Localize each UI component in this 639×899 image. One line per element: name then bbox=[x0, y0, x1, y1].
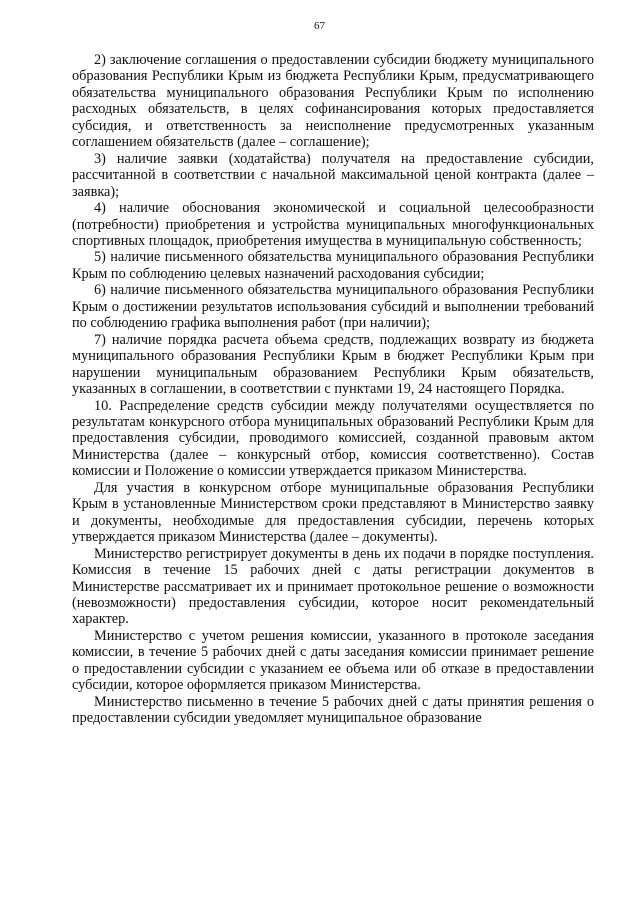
paragraph-item-6: 6) наличие письменного обязательства муниципального образования Республики Крым о достижении результатов использования субсидий и выполнении требований по соблюдению графика выполнения работ (при наличии); bbox=[72, 282, 594, 332]
paragraph-item-3: 3) наличие заявки (ходатайства) получателя на предоставление субсидии, рассчитанной в соответствии с начальной максимальной ценой контракта (далее – заявка); bbox=[72, 150, 594, 200]
paragraph-registration: Министерство регистрирует документы в день их подачи в порядке поступления. Комиссия в течение 15 рабочих дней с даты регистрации документов в Министерстве рассматривает их и принимает протокольное решение о возможности (невозможности) предоставления субсидии, которое носит рекомендательный характер. bbox=[72, 545, 594, 628]
paragraph-notification: Министерство письменно в течение 5 рабочих дней с даты принятия решения о предоставлении субсидии уведомляет муниципальное образование bbox=[72, 693, 594, 727]
paragraph-item-5: 5) наличие письменного обязательства муниципального образования Республики Крым по соблюдению целевых назначений расходования субсидии; bbox=[72, 249, 594, 282]
document-body bbox=[72, 52, 594, 727]
paragraph-decision: Министерство с учетом решения комиссии, указанного в протоколе заседания комиссии, в течение 5 рабочих дней с даты заседания комиссии принимает решение о предоставлении субсидии с указанием ее объема или об отказе в предоставлении субсидии, которое оформляется приказом Министерства. bbox=[72, 627, 594, 694]
paragraph-point-10: 10. Распределение средств субсидии между получателями осуществляется по результатам конкурсного отбора муниципальных образований Республики Крым для предоставления субсидии, проводимого комиссией, созданной правовым актом Министерства (далее – конкурсный отбор, комиссия соответственно). Состав комиссии и Положение о комиссии утверждается приказом Министерства. bbox=[72, 397, 594, 480]
paragraph-item-7: 7) наличие порядка расчета объема средств, подлежащих возврату из бюджета муниципального образования Республики Крым в бюджет Республики Крым при нарушении муниципальным образованием Республики Крым обязательств, указанных в соглашении, в соответствии с пунктами 19, 24 настоящего Порядка. bbox=[72, 331, 594, 398]
page-number: 67 bbox=[314, 20, 325, 32]
paragraph-item-4: 4) наличие обоснования экономической и социальной целесообразности (потребности) приобретения и устройства муниципальных многофункциональных спортивных площадок, приобретения имущества в муниципальную собственность; bbox=[72, 200, 594, 249]
paragraph-item-2: 2) заключение соглашения о предоставлении субсидии бюджету муниципального образования Республики Крым из бюджета Республики Крым, предусматривающего обязательства муниципального образования Республики Крым по исполнению расходных обязательств, в целях софинансирования которых предоставляется субсидия, и ответственность за неисполнение предусмотренных указанным соглашением обязательств (далее – соглашение); bbox=[72, 52, 594, 151]
paragraph-participation: Для участия в конкурсном отборе муниципальные образования Республики Крым в установленные Министерством сроки представляют в Министерство заявку и документы, необходимые для предоставления субсидии, перечень которых утверждается приказом Министерства (далее – документы). bbox=[72, 479, 594, 546]
